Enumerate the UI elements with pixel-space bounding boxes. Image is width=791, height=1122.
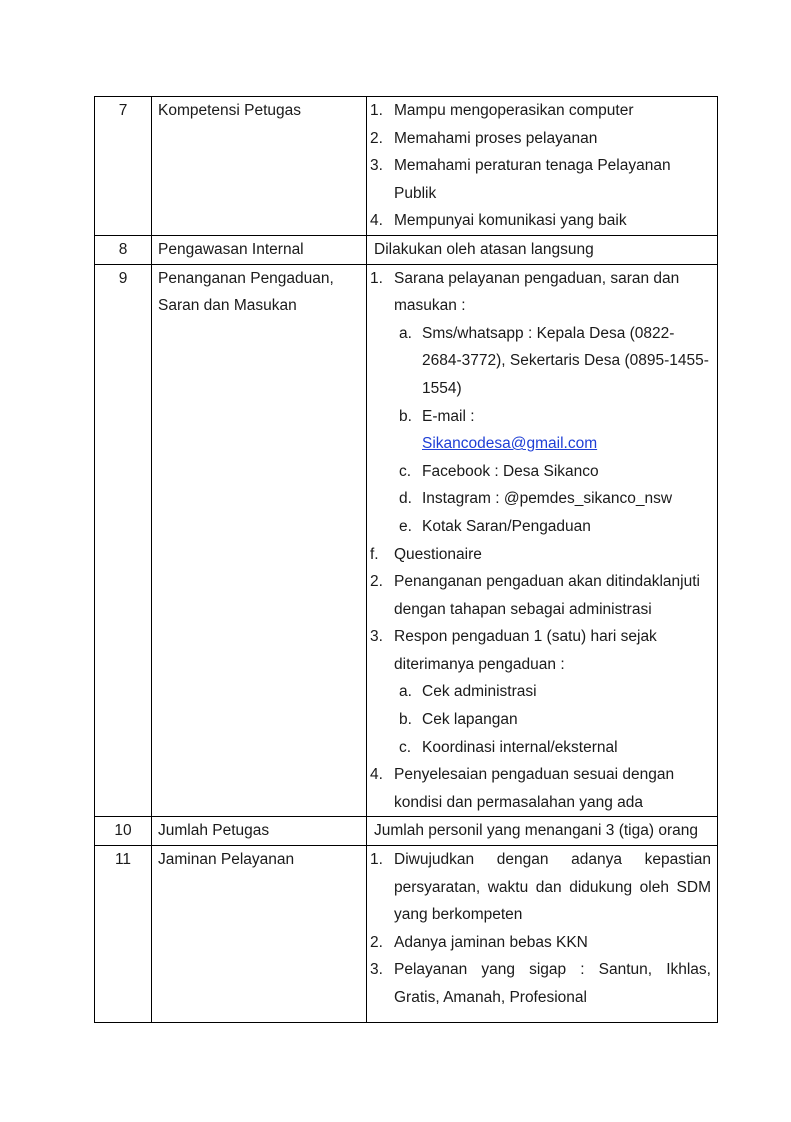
sub-list bbox=[370, 320, 711, 541]
description-cell bbox=[367, 846, 718, 1023]
list-item: 2. Adanya jaminan bebas KKN bbox=[370, 933, 588, 951]
sub-list-item: a. Cek administrasi bbox=[399, 683, 537, 701]
description-text: Jumlah personil yang menangani 3 (tiga) orang bbox=[374, 822, 698, 840]
row-number: 11 bbox=[114, 851, 132, 869]
list-item: 1. Diwujudkan dengan adanya kepastian persyaratan, waktu dan didukung oleh SDM yang berkompeten bbox=[370, 851, 711, 924]
sub-list-item: d. Instagram : @pemdes_sikanco_nsw bbox=[399, 490, 673, 508]
component-label: Kompetensi Petugas bbox=[158, 102, 302, 119]
list-item: 4. Penyelesaian pengaduan sesuai dengan kondisi dan permasalahan yang ada bbox=[370, 766, 675, 811]
table-row bbox=[95, 97, 718, 236]
description-cell bbox=[367, 817, 718, 846]
list-item: 1. Sarana pelayanan pengaduan, saran dan masukan : bbox=[370, 269, 680, 315]
table-row bbox=[95, 817, 718, 846]
service-standard-table bbox=[94, 96, 718, 1023]
list-item: 2. Penanganan pengaduan akan ditindaklanjuti dengan tahapan sebagai administrasi bbox=[370, 573, 700, 618]
description-cell bbox=[367, 97, 718, 236]
sub-list bbox=[370, 678, 711, 761]
row-number: 7 bbox=[118, 102, 128, 119]
component-cell bbox=[152, 817, 367, 846]
row-number-cell bbox=[95, 846, 152, 1023]
component-cell bbox=[152, 235, 367, 264]
sub-list-item: b. Cek lapangan bbox=[399, 711, 518, 729]
component-label: Pengawasan Internal bbox=[158, 240, 304, 258]
list-item: 4. Mempunyai komunikasi yang baik bbox=[370, 212, 627, 230]
list-item: 2. Memahami proses pelayanan bbox=[370, 129, 598, 147]
sub-list-item: c. Facebook : Desa Sikanco bbox=[399, 462, 599, 480]
description-cell bbox=[367, 264, 718, 817]
component-cell bbox=[152, 846, 367, 1023]
row-number-cell bbox=[95, 97, 152, 236]
description-cell bbox=[367, 235, 718, 264]
table-row bbox=[95, 264, 718, 817]
list-item: 3. Memahami peraturan tenaga Pelayanan Publik bbox=[370, 157, 671, 202]
component-label: Penanganan Pengaduan, Saran dan Masukan bbox=[158, 269, 334, 315]
list-item: 3. Respon pengaduan 1 (satu) hari sejak diterimanya pengaduan : bbox=[370, 628, 657, 673]
row-number: 10 bbox=[114, 822, 132, 840]
description-text: Dilakukan oleh atasan langsung bbox=[374, 240, 594, 258]
row-number: 8 bbox=[118, 240, 128, 258]
component-label: Jaminan Pelayanan bbox=[158, 851, 295, 869]
component-label: Jumlah Petugas bbox=[158, 822, 270, 840]
email-link[interactable]: Sikancodesa@gmail.com bbox=[422, 435, 598, 453]
row-number: 9 bbox=[118, 269, 128, 287]
sub-list-item: b. E-mail : Sikancodesa@gmail.com bbox=[399, 407, 598, 453]
list-item: 1. Mampu mengoperasikan computer bbox=[370, 102, 634, 119]
sub-list-item: c. Koordinasi internal/eksternal bbox=[399, 738, 618, 756]
component-cell bbox=[152, 97, 367, 236]
list-item: f. Questionaire bbox=[370, 545, 482, 563]
row-number-cell bbox=[95, 264, 152, 817]
sub-list-item: a. Sms/whatsapp : Kepala Desa (0822-2684-3772), Sekertaris Desa (0895-1455-1554) bbox=[399, 324, 709, 397]
list-item: 3. Pelayanan yang sigap : Santun, Ikhlas, Gratis, Amanah, Profesional bbox=[370, 961, 711, 1006]
row-number-cell bbox=[95, 235, 152, 264]
component-cell bbox=[152, 264, 367, 817]
row-number-cell bbox=[95, 817, 152, 846]
table-row bbox=[95, 235, 718, 264]
table-row bbox=[95, 846, 718, 1023]
sub-list-item: e. Kotak Saran/Pengaduan bbox=[399, 517, 591, 535]
